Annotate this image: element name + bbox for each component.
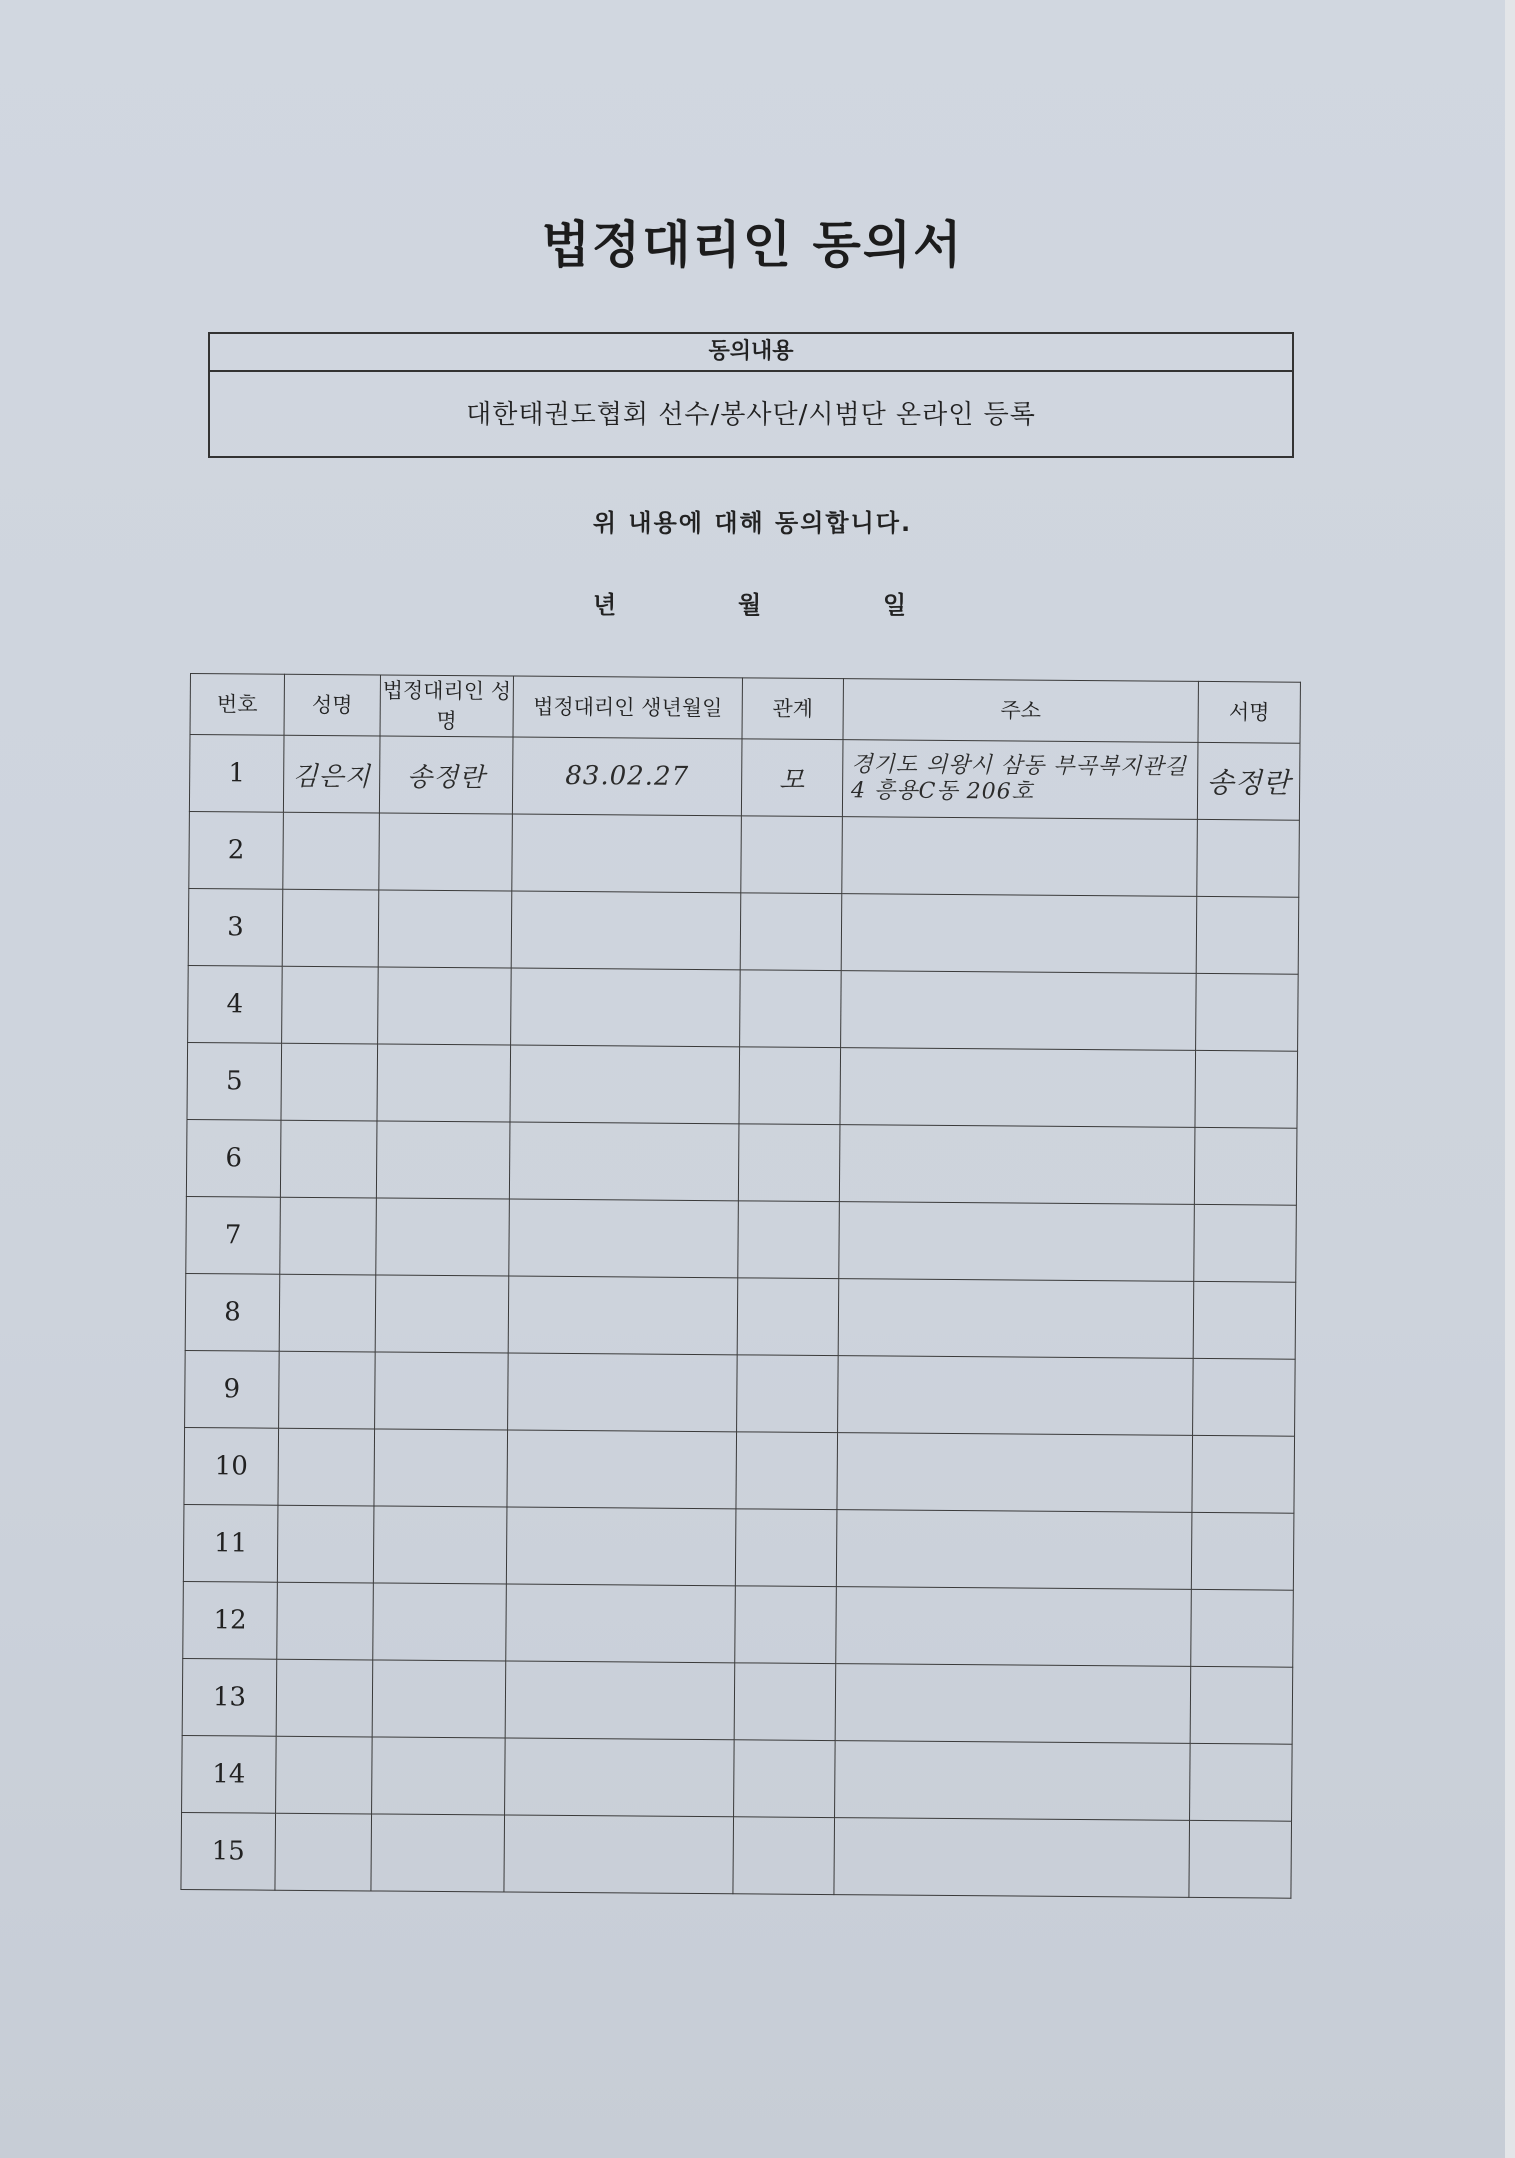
cell-relation <box>734 1663 836 1741</box>
date-month-label: 월 <box>738 591 762 619</box>
cell-relation <box>738 1124 840 1202</box>
cell-relation <box>738 1201 840 1279</box>
cell-signature <box>1196 973 1299 1051</box>
cell-signature <box>1195 1050 1298 1128</box>
cell-signature <box>1193 1358 1296 1436</box>
cell-relation <box>740 970 842 1048</box>
cell-guardian-birth <box>505 1661 735 1740</box>
table-row <box>188 965 1299 1051</box>
cell-name <box>275 1813 372 1891</box>
header-name: 성명 <box>284 674 380 736</box>
cell-address <box>842 817 1198 897</box>
cell-relation <box>735 1586 837 1664</box>
cell-guardian-birth <box>509 1122 739 1201</box>
cell-signature <box>1190 1743 1293 1821</box>
cell-name <box>282 966 379 1044</box>
cell-address <box>835 1664 1191 1744</box>
cell-address <box>837 1433 1193 1513</box>
cell-name <box>277 1582 374 1660</box>
cell-signature <box>1193 1281 1296 1359</box>
cell-guardian-birth <box>512 814 742 893</box>
cell-guardian-birth <box>508 1276 738 1355</box>
cell-guardian-birth <box>506 1584 736 1663</box>
cell-name <box>276 1659 373 1737</box>
row-number: 2 <box>189 811 284 889</box>
table-row <box>181 1812 1292 1898</box>
table-row <box>182 1735 1293 1821</box>
table-row <box>183 1581 1294 1667</box>
page-edge <box>1505 0 1515 2158</box>
table-row <box>186 1119 1297 1205</box>
row-number: 1 <box>189 735 284 813</box>
cell-address <box>835 1741 1191 1821</box>
row-number: 15 <box>181 1812 276 1890</box>
cell-guardian-name <box>379 813 513 891</box>
table-row <box>182 1658 1293 1744</box>
cell-address <box>836 1510 1192 1590</box>
cell-guardian-name <box>377 1044 511 1122</box>
cell-name <box>277 1505 374 1583</box>
cell-name <box>279 1274 376 1352</box>
cell-guardian-name <box>372 1660 506 1738</box>
cell-name <box>282 889 379 967</box>
row-number: 12 <box>183 1581 278 1659</box>
cell-guardian-birth <box>511 891 741 970</box>
cell-guardian-name <box>373 1506 507 1584</box>
consent-body: 대한태권도협회 선수/봉사단/시범단 온라인 등록 <box>466 400 1036 430</box>
cell-relation <box>735 1509 837 1587</box>
date-day-label: 일 <box>883 591 907 619</box>
cell-name <box>279 1351 376 1429</box>
row-number: 13 <box>182 1658 277 1736</box>
cell-signature <box>1189 1820 1292 1898</box>
cell-address <box>839 1125 1195 1205</box>
table-header-row <box>190 674 1300 744</box>
cell-address: 경기도 의왕시 삼동 부곡복지관길 4 흥용C동 206호 <box>842 740 1198 820</box>
cell-signature <box>1191 1512 1294 1590</box>
cell-signature <box>1192 1435 1295 1513</box>
cell-guardian-name <box>376 1198 510 1276</box>
cell-guardian-name <box>378 890 512 968</box>
header-relation: 관계 <box>742 678 843 740</box>
cell-relation <box>737 1355 839 1433</box>
cell-guardian-name: 송정란 <box>379 736 513 814</box>
cell-address <box>838 1356 1194 1436</box>
cell-address <box>841 894 1197 974</box>
row-number: 7 <box>186 1196 281 1274</box>
cell-guardian-birth <box>510 1045 740 1124</box>
row-number: 10 <box>184 1427 279 1505</box>
cell-relation <box>739 1047 841 1125</box>
cell-guardian-birth <box>504 1815 734 1894</box>
row-number: 14 <box>182 1735 277 1813</box>
cell-signature <box>1194 1204 1297 1282</box>
cell-relation <box>741 816 843 894</box>
cell-address <box>841 971 1197 1051</box>
row-number: 9 <box>185 1350 280 1428</box>
row-number: 5 <box>187 1042 282 1120</box>
date-year-label: 년 <box>593 591 617 619</box>
header-number: 번호 <box>190 674 284 736</box>
row-number: 11 <box>183 1504 278 1582</box>
cell-guardian-name <box>371 1814 505 1892</box>
cell-name <box>278 1428 375 1506</box>
row-number: 8 <box>185 1273 280 1351</box>
table-row <box>187 1042 1298 1128</box>
cell-guardian-name <box>375 1352 509 1430</box>
cell-guardian-birth <box>511 968 741 1047</box>
cell-name <box>280 1197 377 1275</box>
cell-signature <box>1194 1127 1297 1205</box>
cell-guardian-birth <box>509 1199 739 1278</box>
cell-guardian-name <box>374 1429 508 1507</box>
consent-header: 동의내용 <box>210 334 1292 372</box>
cell-address <box>840 1048 1196 1128</box>
cell-guardian-name <box>373 1583 507 1661</box>
cell-address <box>838 1279 1194 1359</box>
agreement-statement: 위 내용에 대해 동의합니다. <box>592 509 913 537</box>
cell-relation <box>740 893 842 971</box>
cell-address <box>834 1818 1190 1898</box>
header-signature: 서명 <box>1198 681 1300 743</box>
table-row <box>186 1196 1297 1282</box>
cell-signature: 송정란 <box>1197 742 1300 820</box>
cell-guardian-birth <box>505 1738 735 1817</box>
cell-name <box>283 812 380 890</box>
cell-guardian-birth: 83.02.27 <box>512 737 742 816</box>
cell-name <box>276 1736 373 1814</box>
row-number: 6 <box>186 1119 281 1197</box>
cell-guardian-name <box>376 1121 510 1199</box>
cell-guardian-birth <box>508 1353 738 1432</box>
cell-relation: 모 <box>741 739 843 817</box>
table-row <box>189 811 1300 897</box>
cell-name: 김은지 <box>283 735 380 813</box>
cell-name <box>281 1043 378 1121</box>
table-row <box>188 888 1299 974</box>
consent-box <box>208 332 1294 458</box>
cell-address <box>839 1202 1195 1282</box>
cell-relation <box>737 1278 839 1356</box>
row-number: 3 <box>188 888 283 966</box>
cell-signature <box>1190 1666 1293 1744</box>
header-address: 주소 <box>843 679 1198 743</box>
cell-guardian-name <box>375 1275 509 1353</box>
table-row <box>184 1427 1295 1513</box>
cell-guardian-name <box>378 967 512 1045</box>
cell-name <box>280 1120 377 1198</box>
cell-signature <box>1191 1589 1294 1667</box>
table-row <box>185 1273 1296 1359</box>
row-number: 4 <box>188 965 283 1043</box>
table-row <box>185 1350 1296 1436</box>
cell-signature <box>1196 896 1299 974</box>
table-row <box>183 1504 1294 1590</box>
cell-relation <box>733 1817 835 1895</box>
cell-relation <box>734 1740 836 1818</box>
cell-relation <box>736 1432 838 1510</box>
cell-guardian-birth <box>507 1430 737 1509</box>
guardian-table <box>180 673 1301 1899</box>
table-row <box>189 735 1300 821</box>
header-guardian-birth: 법정대리인 생년월일 <box>513 676 742 739</box>
cell-address <box>836 1587 1192 1667</box>
header-guardian-name: 법정대리인 성명 <box>380 675 513 737</box>
cell-guardian-name <box>372 1737 506 1815</box>
document-title: 법정대리인 동의서 <box>541 216 964 274</box>
cell-guardian-birth <box>506 1507 736 1586</box>
cell-signature <box>1197 819 1300 897</box>
